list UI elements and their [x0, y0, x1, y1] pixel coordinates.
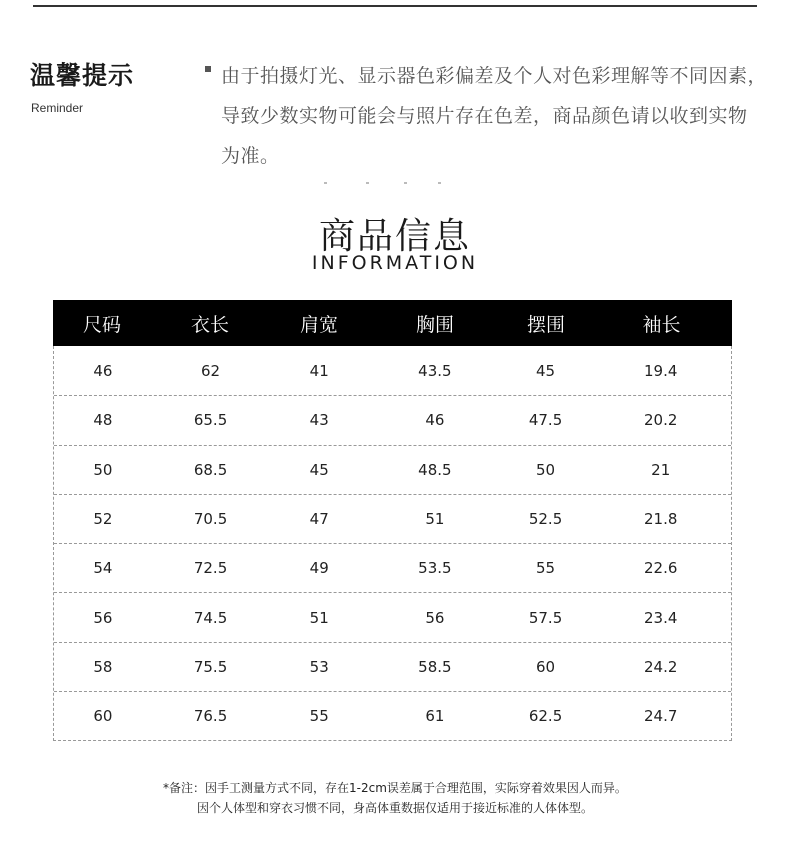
table-cell: 62.5	[528, 707, 563, 726]
header-length: 衣长	[190, 313, 229, 336]
header-shoulder: 肩宽	[299, 313, 338, 336]
reminder-line: 导致少数实物可能会与照片存在色差，商品颜色请以收到实物	[221, 105, 748, 127]
table-cell: 51	[425, 510, 445, 529]
table-cell: 54	[93, 559, 113, 578]
info-title: 商品信息	[318, 216, 471, 257]
header-chest: 胸围	[415, 313, 454, 336]
reminder-text	[221, 56, 781, 176]
note-line-1: *备注：因手工测量方式不同，存在1-2cm误差属于合理范围，实际穿着效果因人而异。	[163, 781, 627, 795]
table-cell: 47.5	[528, 411, 563, 430]
table-cell: 72.5	[193, 559, 228, 578]
table-cell: 53	[309, 657, 329, 676]
header-size: 尺码	[82, 313, 121, 336]
table-cell: 52	[93, 510, 113, 529]
table-cell: 20.2	[644, 411, 678, 430]
table-cell: 76.5	[193, 707, 228, 726]
size-table	[53, 300, 732, 741]
table-cell: 60	[536, 657, 556, 676]
table-cell: 60	[93, 707, 113, 726]
header-hem: 摆围	[526, 313, 565, 336]
table-cell: 57.5	[528, 608, 563, 627]
table-cell: 65.5	[193, 411, 228, 430]
decorative-dots	[316, 182, 446, 186]
table-cell: 43.5	[418, 361, 452, 380]
bullet-icon	[205, 66, 211, 72]
table-cell: 75.5	[193, 657, 228, 676]
table-header	[53, 300, 732, 346]
table-cell: 51	[309, 608, 329, 627]
note-line-2: 因个人体型和穿衣习惯不同，身高体重数据仅适用于接近标准的人体体型。	[196, 801, 593, 815]
table-cell: 49	[309, 559, 329, 578]
table-row	[54, 642, 731, 691]
table-cell: 61	[425, 707, 445, 726]
table-body	[53, 346, 732, 741]
table-cell: 43	[309, 411, 329, 430]
reminder-line: 为准。	[221, 145, 280, 167]
table-row	[54, 494, 731, 543]
table-cell: 58.5	[418, 657, 452, 676]
table-cell: 48.5	[418, 460, 452, 479]
table-cell: 45	[309, 460, 329, 479]
table-cell: 52.5	[528, 510, 563, 529]
table-row	[54, 592, 731, 641]
info-subtitle: INFORMATION	[311, 252, 479, 274]
table-cell: 46	[425, 411, 445, 430]
table-cell: 56	[93, 608, 113, 627]
table-cell: 23.4	[644, 608, 678, 627]
table-cell: 19.4	[644, 361, 678, 380]
table-row	[54, 691, 731, 740]
table-row	[54, 395, 731, 444]
table-row	[54, 543, 731, 592]
top-divider	[33, 5, 757, 7]
table-cell: 58	[93, 657, 113, 676]
table-row	[54, 445, 731, 494]
table-cell: 45	[536, 361, 556, 380]
table-cell: 55	[309, 707, 329, 726]
table-cell: 50	[93, 460, 113, 479]
table-cell: 24.7	[644, 707, 678, 726]
table-cell: 46	[93, 361, 113, 380]
table-cell: 22.6	[644, 559, 678, 578]
table-cell: 47	[309, 510, 329, 529]
table-cell: 24.2	[644, 657, 678, 676]
header-sleeve: 袖长	[642, 313, 681, 336]
table-cell: 70.5	[193, 510, 228, 529]
table-cell: 53.5	[418, 559, 452, 578]
table-cell: 48	[93, 411, 113, 430]
table-cell: 68.5	[193, 460, 228, 479]
reminder-subtitle: Reminder	[31, 101, 84, 115]
table-cell: 55	[536, 559, 556, 578]
reminder-title: 温馨提示	[30, 61, 135, 90]
table-cell: 50	[536, 460, 556, 479]
table-cell: 21.8	[644, 510, 678, 529]
table-cell: 62	[201, 361, 221, 380]
reminder-line: 由于拍摄灯光、显示器色彩偏差及个人对色彩理解等不同因素，	[221, 65, 768, 87]
table-cell: 56	[425, 608, 445, 627]
table-row	[54, 346, 731, 395]
table-cell: 21	[651, 460, 671, 479]
table-cell: 41	[309, 361, 329, 380]
table-cell: 74.5	[193, 608, 228, 627]
